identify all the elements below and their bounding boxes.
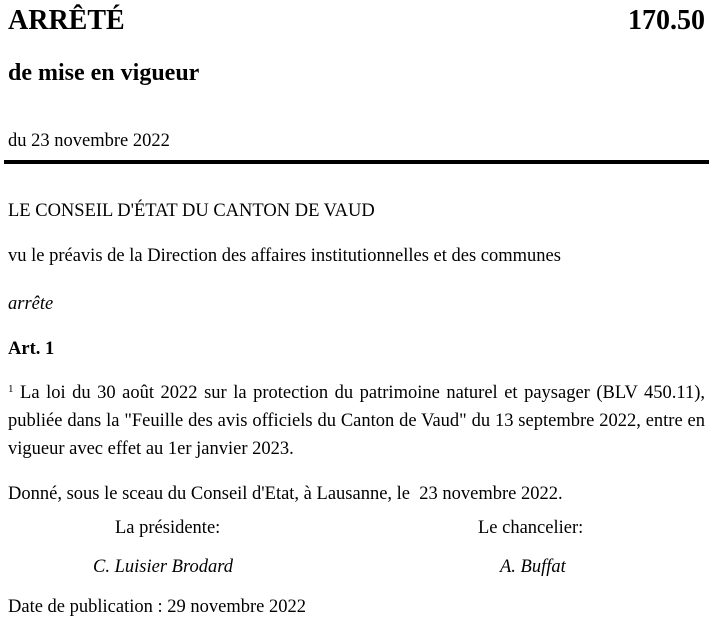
president-name: C. Luisier Brodard (93, 557, 233, 577)
article-heading: Art. 1 (8, 339, 55, 359)
article-paragraph (8, 379, 705, 463)
chancellor-name: A. Buffat (500, 557, 566, 577)
preamble: vu le préavis de la Direction des affaires institutionnelles et des communes (8, 246, 561, 266)
document-number: 170.50 (628, 5, 705, 36)
document-date: du 23 novembre 2022 (8, 131, 170, 151)
issuing-authority: LE CONSEIL D'ÉTAT DU CANTON DE VAUD (8, 201, 375, 221)
paragraph-number: 1 (8, 383, 14, 395)
publication-date: Date de publication : 29 novembre 2022 (8, 597, 306, 617)
paragraph-text: La loi du 30 août 2022 sur la protection du patrimoine naturel et paysager (BLV 450.11), publiée dans la "Feuille des avis officiels du Canton de Vaud" du 13 septembre 2022, entre en vigueur avec effet au 1er janvier 2023. (8, 383, 706, 459)
document-title: ARRÊTÉ (8, 5, 125, 36)
header-divider (4, 160, 709, 164)
decision-word: arrête (8, 294, 54, 314)
president-role: La présidente: (115, 518, 221, 538)
document-subtitle: de mise en vigueur (8, 60, 200, 86)
chancellor-role: Le chancelier: (478, 518, 584, 538)
given-statement: Donné, sous le sceau du Conseil d'Etat, à Lausanne, le 23 novembre 2022. (8, 484, 563, 504)
